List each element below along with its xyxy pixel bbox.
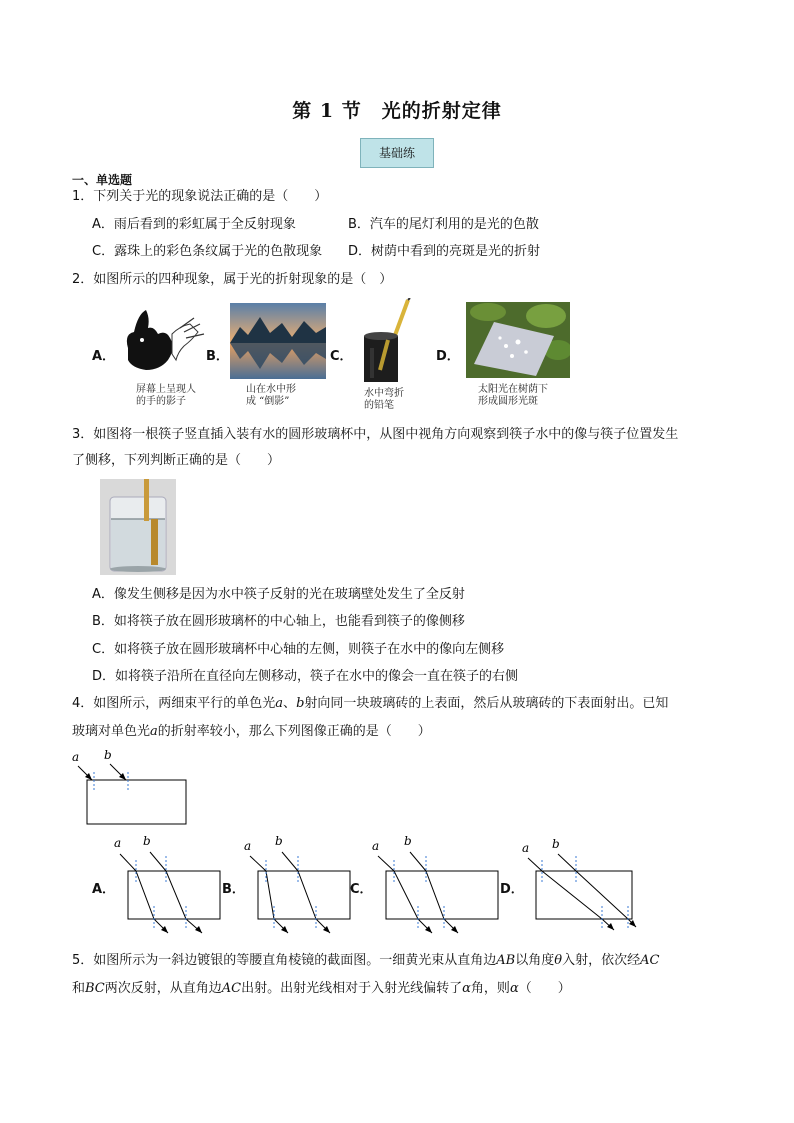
q2-caption-d-line1: 太阳光在树荫下 — [478, 384, 548, 395]
q4-option-a-diagram — [108, 834, 224, 934]
question-3-stem-line1: 3．如图将一根筷子竖直插入装有水的圆形玻璃杯中，从图中视角方向观察到筷子水中的像与筷子位置发生 — [72, 427, 679, 442]
q4-main-diagram — [70, 748, 194, 830]
svg-text:b: b — [552, 837, 560, 851]
svg-text:a: a — [372, 839, 380, 853]
question-4-stem-line1: 4．如图所示，两细束平行的单色光a、b射向同一块玻璃砖的上表面，然后从玻璃砖的下表面射出。已知 — [72, 696, 669, 711]
svg-text:b: b — [275, 834, 283, 848]
q2-caption-d-line2: 形成圆形光斑 — [478, 396, 538, 407]
q2-label-c: C． — [330, 349, 353, 364]
q4-option-b-diagram — [238, 834, 354, 934]
q1-option-d: D．树荫中看到的亮斑是光的折射 — [348, 244, 541, 259]
q3-option-d: D．如将筷子沿所在直径向左侧移动，筷子在水中的像会一直在筷子的右侧 — [92, 669, 519, 684]
hand-shadow-image — [120, 304, 210, 384]
q2-caption-b-line1: 山在水中形 — [246, 384, 296, 395]
q1-option-a: A．雨后看到的彩虹属于全反射现象 — [92, 217, 296, 232]
q4-label-c: C． — [350, 882, 373, 897]
question-5-stem-line2: 和BC两次反射，从直角边AC出射。出射光线相对于入射光线偏转了α角，则α（ ） — [72, 981, 571, 996]
question-3-stem-line2: 了侧移，下列判断正确的是（ ） — [72, 453, 281, 468]
q3-option-b: B．如将筷子放在圆形玻璃杯的中心轴上，也能看到筷子的像侧移 — [92, 614, 465, 629]
q2-caption-a-line1: 屏幕上呈现人 — [136, 384, 196, 395]
q2-caption-c-line1: 水中弯折 — [364, 388, 404, 399]
svg-text:b: b — [404, 834, 412, 848]
q2-label-b: B． — [206, 349, 229, 364]
q1-option-b: B．汽车的尾灯利用的是光的色散 — [348, 217, 539, 232]
q2-label-a: A． — [92, 349, 116, 364]
question-2-stem: 2．如图所示的四种现象，属于光的折射现象的是（ ） — [72, 272, 393, 287]
q2-caption-a-line2: 的手的影子 — [136, 396, 186, 407]
svg-text:a: a — [522, 841, 530, 855]
q4-label-d: D． — [500, 882, 524, 897]
q4-option-d-diagram — [516, 834, 640, 934]
q4-label-b: B． — [222, 882, 245, 897]
page-title: 第 1 节 光的折射定律 — [292, 100, 502, 122]
q2-caption-b-line2: 成 “倒影” — [246, 396, 290, 407]
svg-text:a: a — [114, 836, 122, 850]
svg-text:b: b — [143, 834, 151, 848]
q1-option-c: C．露珠上的彩色条纹属于光的色散现象 — [92, 244, 323, 259]
q3-option-a: A．像发生侧移是因为水中筷子反射的光在玻璃壁处发生了全反射 — [92, 587, 465, 602]
q2-label-d: D． — [436, 349, 460, 364]
section-heading: 一、单选题 — [72, 173, 133, 187]
question-5-stem-line1: 5．如图所示为一斜边镀银的等腰直角棱镜的截面图。一细黄光束从直角边AB以角度θ入射，依次经AC — [72, 953, 660, 968]
bent-pencil-image — [358, 298, 414, 386]
svg-text:a: a — [244, 839, 252, 853]
q4-label-a: A． — [92, 882, 116, 897]
svg-text:a: a — [72, 750, 80, 764]
chopstick-glass-image — [100, 479, 176, 575]
question-4-stem-line2: 玻璃对单色光a的折射率较小，那么下列图像正确的是（ ） — [72, 724, 431, 739]
question-1-stem: 1．下列关于光的现象说法正确的是（ ） — [72, 189, 328, 204]
level-badge: 基础练 — [360, 138, 434, 168]
q4-option-c-diagram — [366, 834, 502, 934]
light-spots-image — [466, 302, 570, 378]
svg-text:b: b — [104, 748, 112, 762]
mountain-reflection-image — [230, 303, 326, 379]
q2-caption-c-line2: 的铅笔 — [364, 400, 394, 411]
q3-option-c: C．如将筷子放在圆形玻璃杯中心轴的左侧，则筷子在水中的像向左侧移 — [92, 642, 505, 657]
